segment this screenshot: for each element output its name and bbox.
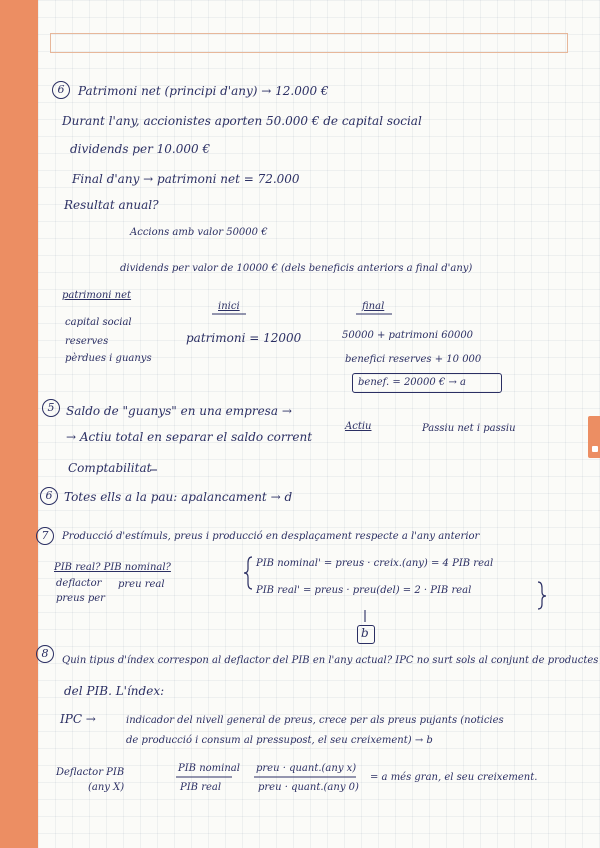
q5-line-2: → Actiu total en separar el saldo corrent [66, 430, 313, 444]
q6-col-left-row-1: capital social [65, 317, 132, 328]
q8-fraction-numerator: PIB nominal [178, 763, 240, 774]
q6-col-mid-value: patrimoni = 12000 [186, 331, 302, 345]
q6-note-1: Accions amb valor 50000 € [130, 227, 268, 238]
q8-ipc-text-2: de producció i consum al pressupost, el seu creixement) → b [126, 735, 433, 746]
q5-side-1: Actiu [345, 421, 372, 432]
q5-line-1: Saldo de "guanys" en una empresa → [66, 404, 292, 418]
q5-side-2: Passiu net i passiu [422, 423, 516, 434]
q6-line-2: Durant l'any, accionistes aporten 50.000 € de capital social [62, 114, 422, 128]
q6-col-right-row-3: benef. = 20000 € → a [358, 377, 466, 388]
q7-equation-2: PIB real' = preus · preu(del) = 2 · PIB real [256, 585, 472, 596]
q8-line-2: del PIB. L'índex: [64, 684, 165, 698]
q6-note-2: dividends per valor de 10000 € (dels beneficis anteriors a final d'any) [120, 263, 473, 274]
question-number-6b: 6 [40, 487, 58, 505]
q8-ipc-label: IPC → [60, 712, 96, 726]
q7-left-sub-1: deflactor [56, 578, 102, 589]
question-number-8: 8 [36, 645, 54, 663]
q7-brace-right [538, 582, 546, 609]
q7-answer: b [361, 626, 369, 640]
q5-line-3: Comptabilitat [68, 461, 152, 475]
q6-col-left-title: patrimoni net [62, 290, 132, 301]
q6-col-right-row-2: benefici reserves + 10 000 [345, 354, 482, 365]
q8-deflator-label: Deflactor PIB [56, 767, 125, 778]
question-number-5: 5 [42, 399, 60, 417]
question-number-7: 7 [36, 527, 54, 545]
q6b-line: Totes ells a la pau: apalancament → d [64, 490, 293, 504]
question-number-6: 6 [52, 81, 70, 99]
q7-left-top: PIB real? PIB nominal? [54, 562, 171, 573]
q6-line-3: dividends per 10.000 € [70, 142, 211, 156]
q6-line-5: Resultat anual? [64, 198, 159, 212]
q6-col-right-title: final [362, 301, 385, 312]
q6-line-4: Final d'any → patrimoni net = 72.000 [72, 172, 300, 186]
q6-col-left-row-3: pèrdues i guanys [65, 353, 152, 364]
q6-line-1: Patrimoni net (principi d'any) → 12.000 € [78, 84, 329, 98]
q7-left-sub-3: preu real [118, 579, 165, 590]
q7-equation-1: PIB nominal' = preus · creix.(any) = 4 PIB real [256, 558, 494, 569]
q8-ipc-text-1: indicador del nivell general de preus, crece per als preus pujants (noticies [126, 715, 504, 726]
q6-col-right-row-1: 50000 + patrimoni 60000 [342, 330, 474, 341]
q8-line-1: Quin tipus d'índex correspon al deflactor del PIB en l'any actual? IPC no surt sols al conjunt de productes [62, 655, 599, 666]
q6-col-left-row-2: reserves [65, 336, 109, 347]
q8-fraction-denominator: PIB real [180, 782, 222, 793]
q8-fraction-result: = a més gran, el seu creixement. [370, 772, 538, 783]
q8-deflator-sub: (any X) [88, 782, 125, 793]
q8-fraction2-numerator: preu · quant.(any x) [256, 763, 357, 774]
q7-brace-left [244, 557, 252, 589]
q7-line-1: Producció d'estímuls, preus i producció en desplaçament respecte a l'any anterior [62, 531, 480, 542]
q6-col-mid-title: inici [218, 301, 240, 312]
q7-left-sub-2: preus per [56, 593, 105, 604]
q8-fraction2-denominator: preu · quant.(any 0) [258, 782, 359, 793]
